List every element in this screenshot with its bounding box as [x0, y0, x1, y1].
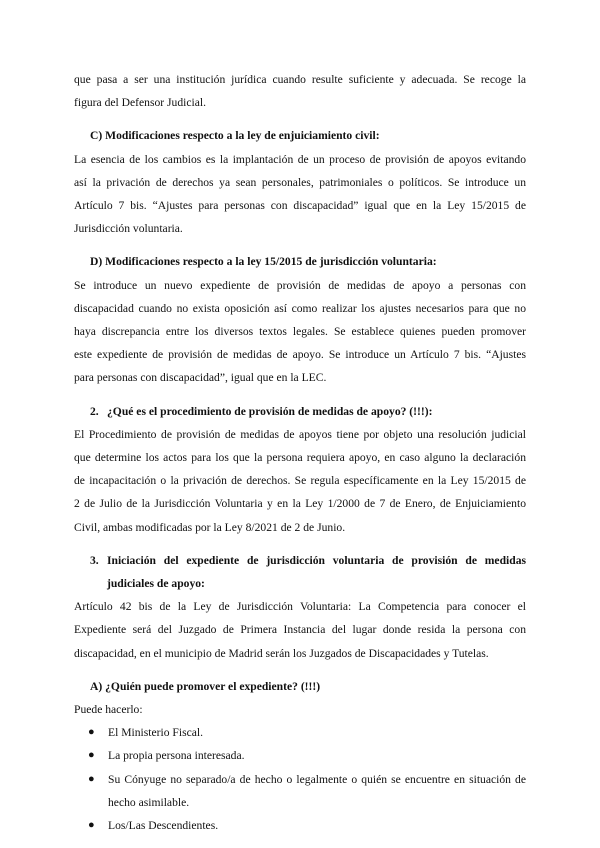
section-d-heading: D) Modificaciones respecto a la ley 15/2015 de jurisdicción voluntaria: — [90, 255, 437, 269]
section-2-number: 2. — [90, 404, 99, 418]
section-c-line: Jurisdicción voluntaria. — [74, 222, 183, 236]
list-item-text: Su Cónyuge no separado/a de hecho o legalmente o quién se encuentre en situación de — [108, 772, 526, 786]
section-d-line: haya discrepancia entre los diversos textos legales. Se establece quienes pueden promover — [74, 325, 526, 339]
section-2-title: ¿Qué es el procedimiento de provisión de medidas de apoyo? (!!!): — [107, 404, 433, 418]
bullet-icon: ● — [88, 726, 95, 739]
section-2-line: de incapacitación o la privación de derechos. Se regula específicamente en la Ley 15/2015 de — [74, 474, 526, 488]
section-3-title-line: Iniciación del expediente de jurisdicción voluntaria de provisión de medidas — [107, 553, 526, 567]
section-d-line: discapacidad cuando no exista oposición así como realizar los ajustes necesarios para que no — [74, 301, 526, 315]
list-item — [74, 814, 526, 837]
section-2-line: 2 de Julio de la Jurisdicción Voluntaria y en la Ley 1/2000 de 7 de Enero, de Enjuiciamiento — [74, 497, 526, 511]
section-c-line: La esencia de los cambios es la implantación de un proceso de provisión de apoyos evitando — [74, 152, 526, 166]
section-3-line: discapacidad, en el municipio de Madrid serán los Juzgados de Discapacidades y Tutelas. — [74, 646, 489, 660]
bullet-icon: ● — [88, 749, 95, 762]
section-d-paragraph — [74, 274, 526, 390]
intro-line: que pasa a ser una institución jurídica cuando resulte suficiente y adecuada. Se recoge la — [74, 73, 526, 86]
section-c-line: Artículo 7 bis. “Ajustes para personas con discapacidad” igual que en la Ley 15/2015 de — [74, 199, 526, 213]
section-3-line: Artículo 42 bis de la Ley de Jurisdicción Voluntaria: La Competencia para conocer el — [74, 600, 526, 614]
list-item-text: hecho asimilable. — [108, 795, 190, 809]
intro-line: figura del Defensor Judicial. — [74, 96, 206, 110]
section-2-line: El Procedimiento de provisión de medidas de apoyos tiene por objeto una resolución judicial — [74, 427, 526, 441]
section-c-paragraph — [74, 148, 526, 241]
document-page — [74, 68, 526, 837]
section-2-paragraph — [74, 423, 526, 539]
section-3-number: 3. — [90, 553, 99, 567]
section-3-paragraph — [74, 595, 526, 665]
section-2-heading — [74, 400, 526, 423]
section-a-heading: A) ¿Quién puede promover el expediente? (!!!) — [90, 679, 321, 693]
list-item — [74, 744, 526, 767]
intro-paragraph — [74, 68, 526, 114]
section-d-line: Se introduce un nuevo expediente de provisión de medidas de apoyo a personas con — [74, 278, 526, 292]
list-item — [74, 768, 526, 814]
list-item-text: Los/Las Descendientes. — [108, 819, 219, 833]
promoters-list — [74, 721, 526, 837]
section-a-intro-line: Puede hacerlo: — [74, 703, 143, 717]
bullet-icon: ● — [88, 819, 95, 832]
section-c-line: así la privación de derechos ya sean personales, patrimoniales o políticos. Se introduce un — [74, 175, 526, 189]
section-3-heading — [74, 549, 526, 595]
list-item — [74, 721, 526, 744]
section-a-intro — [74, 698, 526, 721]
section-3-line: Expediente será del Juzgado de Primera Instancia del lugar donde resida la persona con — [74, 623, 526, 637]
section-2-line: que determine los actos para los que la persona requiera apoyo, en caso alguno la declaración — [74, 451, 526, 465]
bullet-icon: ● — [88, 772, 95, 785]
section-3-title-line: judiciales de apoyo: — [107, 577, 205, 591]
section-d-line: para personas con discapacidad”, igual que en la LEC. — [74, 371, 327, 385]
section-d-line: este expediente de provisión de medidas de apoyo. Se introduce un Artículo 7 bis. “Ajustes — [74, 348, 526, 362]
list-item-text: El Ministerio Fiscal. — [108, 726, 203, 740]
section-2-line: Civil, ambas modificadas por la Ley 8/2021 de 2 de Junio. — [74, 520, 346, 534]
section-c-heading: C) Modificaciones respecto a la ley de enjuiciamiento civil: — [90, 129, 380, 143]
list-item-text: La propia persona interesada. — [108, 749, 245, 763]
